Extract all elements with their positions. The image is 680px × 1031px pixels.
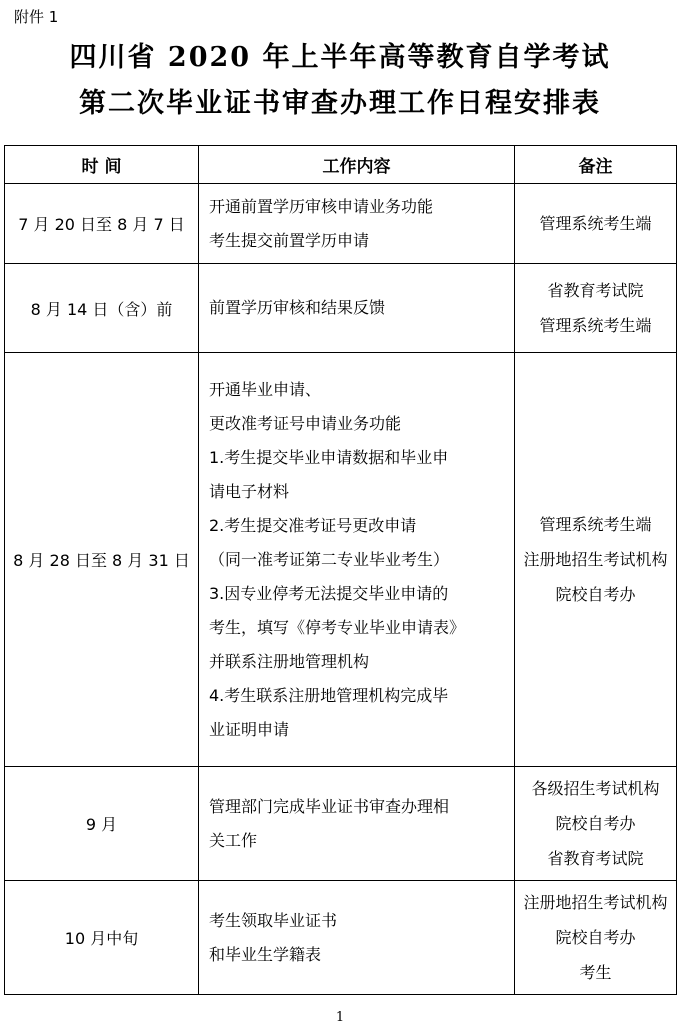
note-line: 省教育考试院: [547, 281, 644, 300]
content-cell: [199, 881, 515, 995]
document-title-line-2: 第二次毕业证书审查办理工作日程安排表: [79, 88, 601, 119]
note-line: 院校自考办: [555, 814, 636, 833]
header-content: 工作内容: [199, 146, 515, 184]
content-line: 和毕业生学籍表: [209, 944, 322, 964]
document-title-line-1: 四川省 2020 年上半年高等教育自学考试: [69, 42, 611, 73]
attachment-label: 附件 1: [14, 8, 59, 26]
header-note: 备注: [515, 146, 677, 184]
note-line: 管理系统考生端: [539, 316, 652, 335]
content-line: 考生领取毕业证书: [209, 910, 338, 930]
content-cell: [199, 264, 515, 353]
content-line: 考生，填写《停考专业毕业申请表》: [209, 617, 466, 637]
note-cell: [515, 184, 677, 264]
content-cell: [199, 353, 515, 767]
note-line: 考生: [579, 963, 612, 982]
content-cell: [199, 767, 515, 881]
content-line: 请电子材料: [209, 481, 290, 501]
time-cell: 10 月中旬: [5, 881, 199, 995]
table-header-row: [5, 146, 677, 184]
content-line: 业证明申请: [209, 719, 290, 739]
page-number: 1: [335, 1010, 345, 1025]
content-line: 关工作: [209, 830, 258, 850]
content-line: 管理部门完成毕业证书审查办理相: [209, 796, 450, 816]
table-row: [5, 881, 677, 995]
time-cell: 8 月 28 日至 8 月 31 日: [5, 353, 199, 767]
table-row: [5, 767, 677, 881]
note-line: 院校自考办: [555, 585, 636, 604]
note-line: 省教育考试院: [547, 849, 644, 868]
content-line: 开通前置学历审核申请业务功能: [209, 196, 434, 216]
note-line: 各级招生考试机构: [531, 779, 660, 798]
content-line: 考生提交前置学历申请: [209, 230, 370, 250]
table-row: [5, 264, 677, 353]
content-line: 并联系注册地管理机构: [209, 651, 370, 671]
time-cell: 8 月 14 日（含）前: [5, 264, 199, 353]
schedule-table: [4, 145, 677, 995]
content-line: 前置学历审核和结果反馈: [209, 298, 386, 317]
note-line: 管理系统考生端: [539, 214, 652, 233]
note-line: 注册地招生考试机构: [523, 550, 668, 569]
note-line: 管理系统考生端: [539, 515, 652, 534]
note-cell: [515, 264, 677, 353]
content-line: 1.考生提交毕业申请数据和毕业申: [209, 447, 449, 467]
content-line: （同一准考证第二专业毕业考生）: [209, 549, 450, 569]
time-cell: 7 月 20 日至 8 月 7 日: [5, 184, 199, 264]
table-row: [5, 184, 677, 264]
table-row: [5, 353, 677, 767]
content-line: 开通毕业申请、: [209, 379, 322, 399]
content-line: 4.考生联系注册地管理机构完成毕: [209, 685, 449, 705]
note-cell: [515, 767, 677, 881]
note-line: 院校自考办: [555, 928, 636, 947]
header-time: 时 间: [5, 146, 199, 184]
note-line: 注册地招生考试机构: [523, 893, 668, 912]
time-cell: 9 月: [5, 767, 199, 881]
note-cell: [515, 353, 677, 767]
content-line: 2.考生提交准考证号更改申请: [209, 515, 417, 535]
content-line: 更改准考证号申请业务功能: [209, 413, 402, 433]
note-cell: [515, 881, 677, 995]
content-cell: [199, 184, 515, 264]
content-line: 3.因专业停考无法提交毕业申请的: [209, 583, 449, 603]
